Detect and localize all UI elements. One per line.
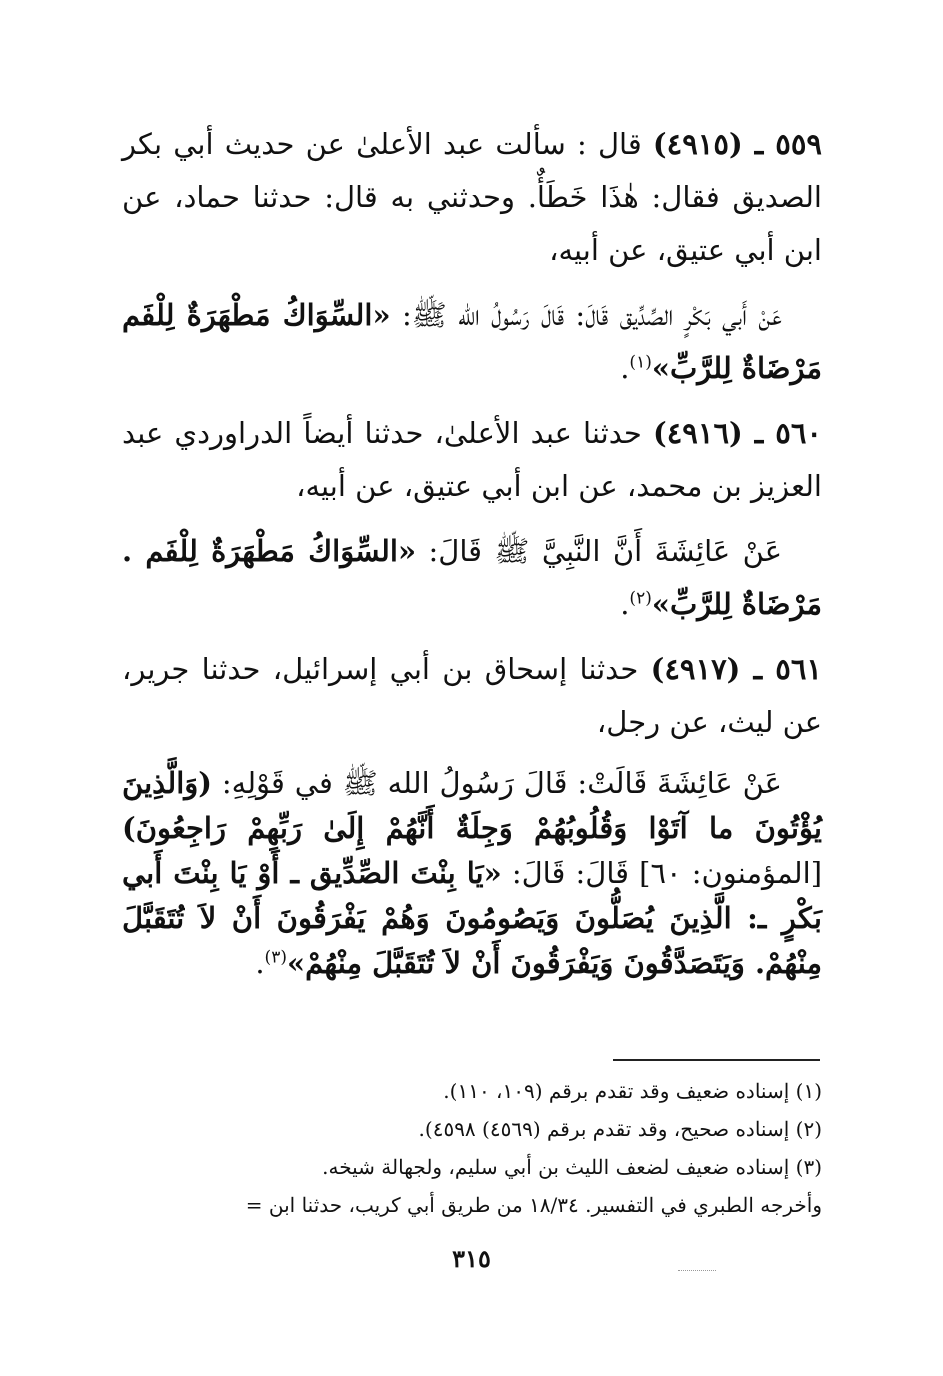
hadith-chain-559 (122, 118, 822, 277)
hadith-text-559 (122, 289, 822, 395)
hadith-number: ٥٥٩ ـ (٤٩١٥) (652, 127, 822, 161)
footnotes (100, 1072, 822, 1224)
footnote-reference: (٢) (629, 588, 652, 609)
chain-text: حدثنا إسحاق بن أبي إسرائيل، حدثنا جرير، عن ليث، عن رجل، (122, 652, 822, 739)
hadith-number: ٥٦٠ ـ (٤٩١٦) (652, 416, 822, 450)
footnote-1: (١) إسناده ضعيف وقد تقدم برقم (١٠٩، ١١٠). (443, 1079, 822, 1103)
hadith-quote: «السِّوَاكُ مَطْهَرَةٌ لِلْفَم مَرْضَاةٌ لِلرَّبِّ» (122, 298, 822, 385)
hadith-chain-560 (122, 407, 822, 513)
hadith-text-561 (122, 761, 822, 986)
footnote-divider (613, 1059, 820, 1061)
hadith-connector: قَالَ: قَالَ: (511, 856, 630, 890)
footnote-reference: (١) (629, 352, 652, 373)
hadith-intro: عَنْ عَائِشَةَ قَالَتْ: قَالَ رَسُولُ الله ﷺ في قَوْلِهِ: (221, 766, 782, 800)
sentence-end: . (620, 351, 630, 385)
verse-reference: [المؤمنون: ٦٠] (639, 856, 823, 890)
hadith-quote: «السِّوَاكُ مَطْهَرَةٌ لِلْفَم . مَرْضَاةٌ لِلرَّبِّ» (122, 534, 822, 621)
footnote-3-continuation: وأخرجه الطبري في التفسير. ١٨/٣٤ من طريق أبي كريب، حدثنا ابن = (245, 1193, 822, 1217)
hadith-chain-561 (122, 643, 822, 749)
chain-text: حدثنا عبد الأعلىٰ، حدثنا أيضاً الدراوردي عبد العزيز بن محمد، عن ابن أبي عتيق، عن أبيه، (122, 416, 822, 503)
main-text (122, 118, 822, 986)
sentence-end: . (255, 946, 265, 980)
quran-verse: (وَالَّذِينَ يُؤْتُونَ ما آتَوْا وَقُلُوبُهُمْ وَجِلَةٌ أَنَّهُمْ إِلَىٰ رَبِّهِمْ رَاجِعُونَ) (122, 766, 822, 845)
hadith-quote: «يَا بِنْتَ الصِّدِّيق ـ أَوْ يَا بِنْتَ أَبي بَكْرٍ ـ: الَّذِينَ يُصَلُّونَ وَيَصُومُونَ وَهُمْ يَفْرَقُونَ أَنْ لاَ تُتَقَبَّلَ مِنْهُمْ. وَيَتَصَدَّقُونَ وَيَفْرَقُونَ أَنْ لاَ تُتَقَبَّلَ مِنْهُمْ» (122, 856, 822, 980)
footnote-3: (٣) إسناده ضعيف لضعف الليث بن أبي سليم، ولجهالة شيخه. (322, 1155, 822, 1179)
chain-text: قال : سألت عبد الأعلىٰ عن حديث أبي بكر الصديق فقال: هٰذَا خَطَأٌ. وحدثني به قال: حدثنا حماد، عن ابن أبي عتيق، عن أبيه، (122, 127, 822, 267)
page-number: ٣١٥ (452, 1244, 491, 1273)
footnote-reference: (٣) (264, 947, 287, 968)
footnote-2: (٢) إسناده صحيح، وقد تقدم برقم (٤٥٦٩) ٤٥٩٨). (418, 1117, 822, 1141)
scan-artifact (678, 1270, 716, 1271)
hadith-number: ٥٦١ ـ (٤٩١٧) (650, 652, 823, 686)
hadith-text-560 (122, 525, 822, 631)
hadith-intro: عَنْ عَائِشَةَ أَنَّ النَّبِيَّ ﷺ قَالَ: (428, 534, 783, 568)
sentence-end: . (620, 587, 630, 621)
hadith-intro: عَنْ أَبي بَكْرٍ الصِّدِّيق قَالَ: قَالَ رَسُولُ الله ﷺ: (401, 298, 782, 332)
